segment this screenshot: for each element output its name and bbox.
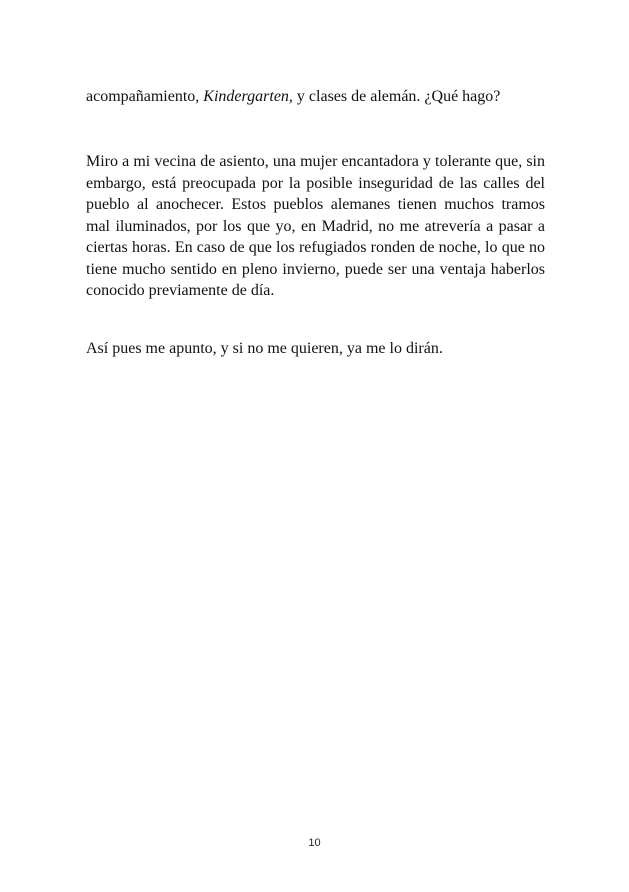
- paragraph-1: [86, 86, 545, 108]
- paragraph-1-italic-term: Kindergarten,: [203, 88, 293, 105]
- paragraph-3: Así pues me apunto, y si no me quieren, ya me lo dirán.: [86, 340, 443, 357]
- paragraph-2: Miro a mi vecina de asiento, una mujer encantadora y tolerante que, sin embargo, está preocupada por la posible inseguridad de las calles del pueblo al anochecer. Estos pueblos alemanes tienen muchos tramos mal iluminados, por los que yo, en Madrid, no me atrevería a pasar a ciertas horas. En caso de que los refugiados ronden de noche, lo que no tiene mucho sentido en pleno invierno, puede ser una ventaja haberlos conocido previamente de día.: [86, 153, 545, 299]
- paragraph-1-text-end: y clases de alemán. ¿Qué hago?: [292, 88, 501, 105]
- page-number: 10: [308, 837, 321, 849]
- paragraph-1-text-start: acompañamiento,: [86, 88, 204, 105]
